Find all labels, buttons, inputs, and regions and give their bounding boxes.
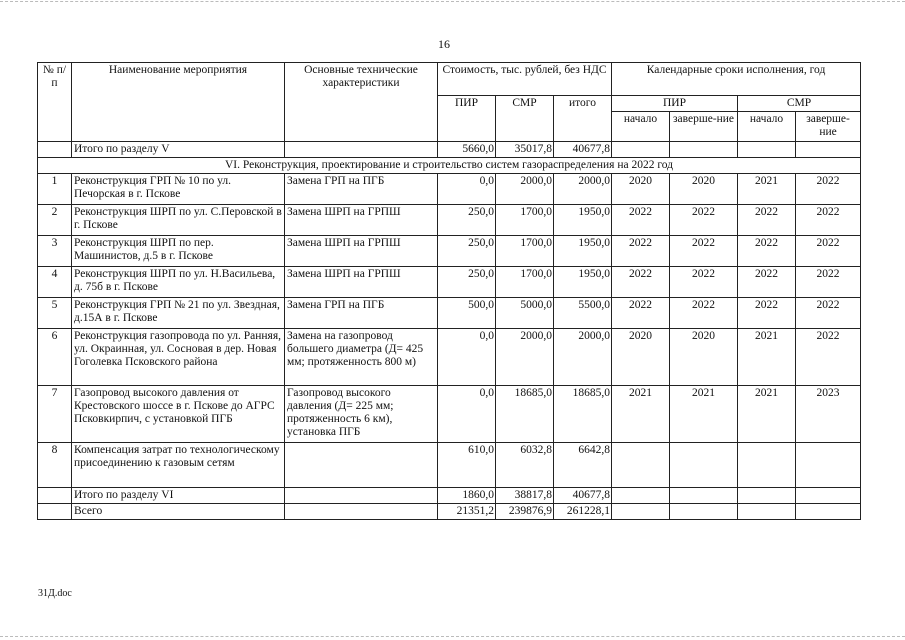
total-pir: 21351,2 — [438, 504, 496, 520]
row-cost-smr: 5000,0 — [496, 298, 554, 329]
header-cost-pir: ПИР — [438, 96, 496, 142]
row-pir-start: 2022 — [612, 236, 670, 267]
empty-cell — [796, 488, 861, 504]
summary-pir: 1860,0 — [438, 488, 496, 504]
header-pir-start: начало — [612, 112, 670, 142]
row-pir-start: 2020 — [612, 174, 670, 205]
summary-row-vi — [38, 488, 861, 504]
summary-tech — [285, 488, 438, 504]
row-smr-end: 2022 — [796, 205, 861, 236]
row-cost-total: 6642,8 — [554, 443, 612, 488]
row-name: Реконструкция ГРП № 21 по ул. Звездная, д.15А в г. Пскове — [72, 298, 285, 329]
row-num: 6 — [38, 329, 72, 386]
row-num: 7 — [38, 386, 72, 443]
header-cal-pir: ПИР — [612, 96, 738, 112]
row-smr-start: 2021 — [738, 329, 796, 386]
row-smr-end: 2022 — [796, 267, 861, 298]
empty-cell — [738, 504, 796, 520]
row-num: 5 — [38, 298, 72, 329]
empty-cell — [796, 504, 861, 520]
summary-total: 40677,8 — [554, 488, 612, 504]
scan-bottom-edge — [0, 636, 905, 637]
row-tech: Замена на газопровод большего диаметра (Д= 425 мм; протяженность 800 м) — [285, 329, 438, 386]
row-cost-total: 1950,0 — [554, 205, 612, 236]
row-cost-pir: 610,0 — [438, 443, 496, 488]
summary-pir: 5660,0 — [438, 142, 496, 158]
table-row — [38, 205, 861, 236]
empty-cell — [738, 142, 796, 158]
row-pir-end: 2022 — [670, 205, 738, 236]
header-cal-smr: СМР — [738, 96, 861, 112]
row-cost-total: 1950,0 — [554, 236, 612, 267]
row-name: Реконструкция газопровода по ул. Ранняя, ул. Окраинная, ул. Сосновая в дер. Новая Гоголевка Псковского района — [72, 329, 285, 386]
row-pir-end: 2022 — [670, 298, 738, 329]
row-cost-pir: 0,0 — [438, 174, 496, 205]
row-cost-total: 5500,0 — [554, 298, 612, 329]
summary-label: Итого по разделу VI — [72, 488, 285, 504]
row-cost-total: 2000,0 — [554, 329, 612, 386]
table-row — [38, 174, 861, 205]
empty-cell — [738, 488, 796, 504]
empty-cell — [670, 504, 738, 520]
header-smr-start: начало — [738, 112, 796, 142]
row-cost-smr: 1700,0 — [496, 205, 554, 236]
row-smr-start: 2021 — [738, 386, 796, 443]
table-row — [38, 298, 861, 329]
summary-tech — [285, 142, 438, 158]
header-name: Наименование мероприятия — [72, 63, 285, 142]
row-name: Реконструкция ШРП по ул. С.Перовской в г. Пскове — [72, 205, 285, 236]
header-cost-total: итого — [554, 96, 612, 142]
table-row — [38, 329, 861, 386]
header-pir-end: заверше-ние — [670, 112, 738, 142]
empty-cell — [612, 504, 670, 520]
summary-num — [38, 142, 72, 158]
total-total: 261228,1 — [554, 504, 612, 520]
section-title: VI. Реконструкция, проектирование и строительство систем газораспределения на 2022 год — [38, 158, 861, 174]
row-pir-start: 2020 — [612, 329, 670, 386]
header-smr-end: заверше-ние — [796, 112, 861, 142]
total-num — [38, 504, 72, 520]
table-row — [38, 267, 861, 298]
grand-total-row — [38, 504, 861, 520]
header-tech: Основные технические характеристики — [285, 63, 438, 142]
file-label: 31Д.doc — [38, 588, 72, 599]
row-smr-start — [738, 443, 796, 488]
header-calendar: Календарные сроки исполнения, год — [612, 63, 861, 96]
row-name: Реконструкция ГРП № 10 по ул. Печорская в г. Пскове — [72, 174, 285, 205]
row-tech — [285, 443, 438, 488]
empty-cell — [670, 142, 738, 158]
row-cost-smr: 18685,0 — [496, 386, 554, 443]
table-row — [38, 236, 861, 267]
row-smr-end: 2022 — [796, 236, 861, 267]
row-pir-end: 2021 — [670, 386, 738, 443]
row-cost-pir: 0,0 — [438, 329, 496, 386]
row-num: 1 — [38, 174, 72, 205]
row-smr-end: 2022 — [796, 298, 861, 329]
row-num: 4 — [38, 267, 72, 298]
header-row-1 — [38, 63, 861, 96]
row-pir-end — [670, 443, 738, 488]
row-name: Компенсация затрат по технологическому присоединению к газовым сетям — [72, 443, 285, 488]
row-num: 8 — [38, 443, 72, 488]
row-name: Реконструкция ШРП по ул. Н.Васильева, д. 75б в г. Пскове — [72, 267, 285, 298]
row-cost-smr: 1700,0 — [496, 236, 554, 267]
table-row — [38, 443, 861, 488]
row-cost-pir: 250,0 — [438, 267, 496, 298]
table-row — [38, 386, 861, 443]
section-title-row — [38, 158, 861, 174]
row-pir-start — [612, 443, 670, 488]
total-smr: 239876,9 — [496, 504, 554, 520]
row-cost-total: 18685,0 — [554, 386, 612, 443]
row-cost-pir: 250,0 — [438, 236, 496, 267]
header-cost: Стоимость, тыс. рублей, без НДС — [438, 63, 612, 96]
row-cost-smr: 2000,0 — [496, 174, 554, 205]
row-cost-pir: 0,0 — [438, 386, 496, 443]
row-smr-start: 2021 — [738, 174, 796, 205]
row-smr-end: 2022 — [796, 174, 861, 205]
row-smr-start: 2022 — [738, 236, 796, 267]
row-smr-start: 2022 — [738, 205, 796, 236]
row-smr-end: 2023 — [796, 386, 861, 443]
header-num: № п/п — [38, 63, 72, 142]
row-pir-start: 2021 — [612, 386, 670, 443]
empty-cell — [670, 488, 738, 504]
row-name: Реконструкция ШРП по пер. Машинистов, д.5 в г. Пскове — [72, 236, 285, 267]
row-tech: Газопровод высокого давления (Д= 225 мм; протяженность 6 км), установка ПГБ — [285, 386, 438, 443]
row-num: 2 — [38, 205, 72, 236]
row-cost-smr: 1700,0 — [496, 267, 554, 298]
row-cost-smr: 6032,8 — [496, 443, 554, 488]
row-cost-total: 1950,0 — [554, 267, 612, 298]
row-pir-end: 2020 — [670, 329, 738, 386]
row-tech: Замена ШРП на ГРПШ — [285, 267, 438, 298]
row-cost-smr: 2000,0 — [496, 329, 554, 386]
empty-cell — [612, 488, 670, 504]
scan-top-edge — [0, 1, 905, 2]
summary-row-v — [38, 142, 861, 158]
row-num: 3 — [38, 236, 72, 267]
total-tech — [285, 504, 438, 520]
row-smr-start: 2022 — [738, 267, 796, 298]
row-smr-start: 2022 — [738, 298, 796, 329]
row-smr-end: 2022 — [796, 329, 861, 386]
row-pir-start: 2022 — [612, 267, 670, 298]
summary-smr: 38817,8 — [496, 488, 554, 504]
row-pir-start: 2022 — [612, 298, 670, 329]
header-cost-smr: СМР — [496, 96, 554, 142]
row-cost-total: 2000,0 — [554, 174, 612, 205]
row-pir-end: 2022 — [670, 267, 738, 298]
summary-num — [38, 488, 72, 504]
summary-smr: 35017,8 — [496, 142, 554, 158]
row-cost-pir: 500,0 — [438, 298, 496, 329]
total-label: Всего — [72, 504, 285, 520]
row-pir-end: 2020 — [670, 174, 738, 205]
empty-cell — [796, 142, 861, 158]
row-tech: Замена ГРП на ПГБ — [285, 298, 438, 329]
row-name: Газопровод высокого давления от Крестовского шоссе в г. Пскове до АГРС Псковкирпич, с установкой ПГБ — [72, 386, 285, 443]
page-number: 16 — [438, 37, 450, 51]
row-pir-start: 2022 — [612, 205, 670, 236]
row-pir-end: 2022 — [670, 236, 738, 267]
row-tech: Замена ГРП на ПГБ — [285, 174, 438, 205]
row-smr-end — [796, 443, 861, 488]
empty-cell — [612, 142, 670, 158]
program-table — [37, 62, 861, 520]
summary-total: 40677,8 — [554, 142, 612, 158]
row-tech: Замена ШРП на ГРПШ — [285, 205, 438, 236]
summary-label: Итого по разделу V — [72, 142, 285, 158]
row-tech: Замена ШРП на ГРПШ — [285, 236, 438, 267]
row-cost-pir: 250,0 — [438, 205, 496, 236]
